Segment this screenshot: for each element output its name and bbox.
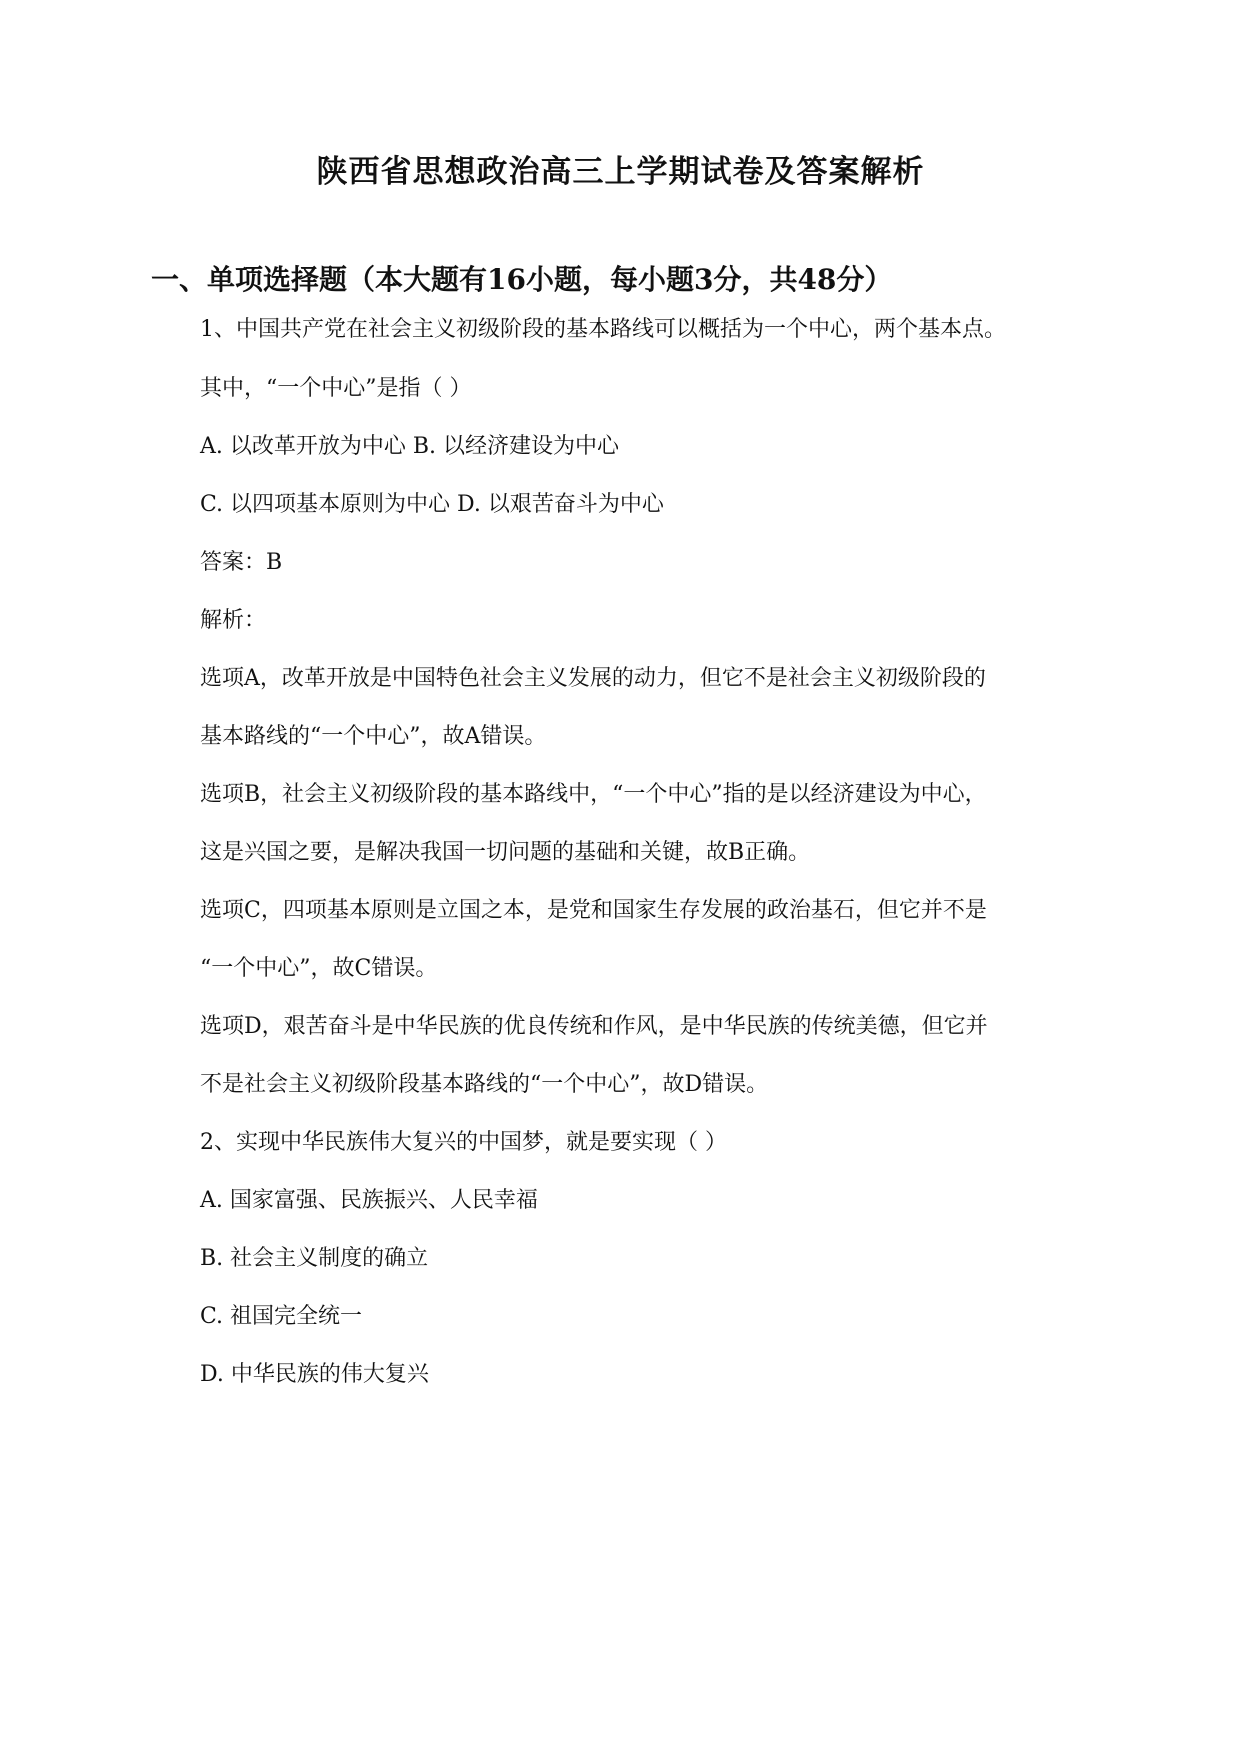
question-1-answer: 答案：B bbox=[200, 550, 283, 575]
analysis-option-a-line-2: 基本路线的“一个中心”，故A错误。 bbox=[200, 724, 547, 749]
analysis-option-a-line-1: 选项A，改革开放是中国特色社会主义发展的动力，但它不是社会主义初级阶段的 bbox=[200, 666, 986, 691]
question-1-analysis-label: 解析： bbox=[200, 608, 267, 633]
analysis-option-c-line-1: 选项C，四项基本原则是立国之本，是党和国家生存发展的政治基石，但它并不是 bbox=[200, 898, 987, 923]
analysis-option-b-line-1: 选项B，社会主义初级阶段的基本路线中，“一个中心”指的是以经济建设为中心， bbox=[200, 782, 987, 807]
question-2-option-c: C. 祖国完全统一 bbox=[200, 1304, 363, 1329]
analysis-option-b-line-2: 这是兴国之要，是解决我国一切问题的基础和关键，故B正确。 bbox=[200, 840, 811, 865]
question-1-options-line-2: C. 以四项基本原则为中心 D. 以艰苦奋斗为中心 bbox=[200, 492, 664, 517]
section-heading: 一、单项选择题（本大题有16小题，每小题3分，共48分） bbox=[151, 263, 893, 296]
question-1-stem-line-2: 其中，“一个中心”是指（ ） bbox=[200, 376, 472, 401]
question-2-option-b: B. 社会主义制度的确立 bbox=[200, 1246, 429, 1271]
question-2-option-a: A. 国家富强、民族振兴、人民幸福 bbox=[200, 1188, 538, 1213]
analysis-option-c-line-2: “一个中心”，故C错误。 bbox=[200, 956, 438, 981]
question-2-option-d: D. 中华民族的伟大复兴 bbox=[200, 1362, 429, 1387]
question-2-stem: 2、实现中华民族伟大复兴的中国梦，就是要实现（ ） bbox=[200, 1130, 727, 1155]
question-1-stem-line-1: 1、中国共产党在社会主义初级阶段的基本路线可以概括为一个中心，两个基本点。 bbox=[200, 317, 1006, 342]
analysis-option-d-line-1: 选项D，艰苦奋斗是中华民族的优良传统和作风，是中华民族的传统美德，但它并 bbox=[200, 1014, 988, 1039]
question-1-options-line-1: A. 以改革开放为中心 B. 以经济建设为中心 bbox=[200, 434, 620, 459]
analysis-option-d-line-2: 不是社会主义初级阶段基本路线的“一个中心”，故D错误。 bbox=[200, 1072, 769, 1097]
document-title: 陕西省思想政治高三上学期试卷及答案解析 bbox=[316, 154, 925, 190]
